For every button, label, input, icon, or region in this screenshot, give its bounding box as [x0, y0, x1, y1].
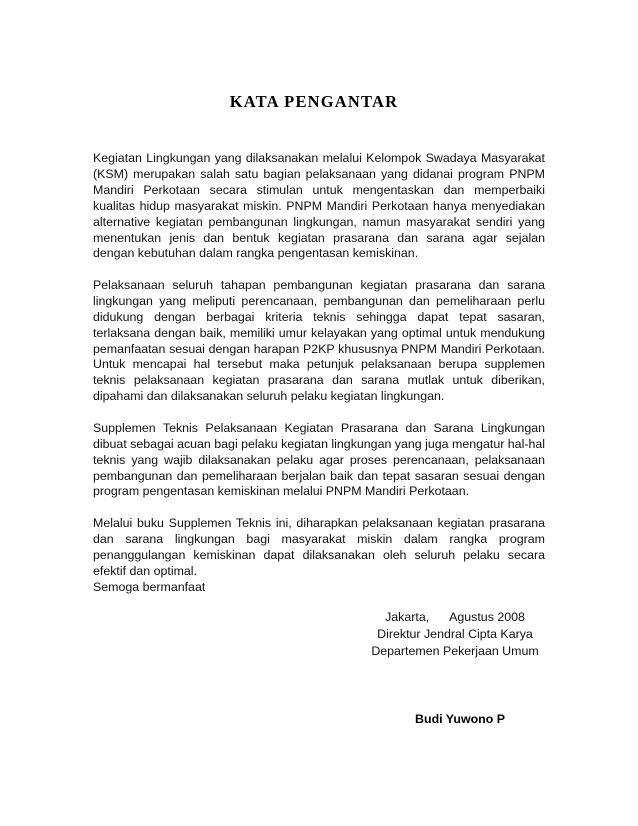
page-title: KATA PENGANTAR [229, 92, 399, 111]
closing-line: Semoga bermanfaat [93, 580, 206, 594]
paragraph-1: Kegiatan Lingkungan yang dilaksanakan melalui Kelompok Swadaya Masyarakat (KSM) merupakan salah satu bagian pelaksanaan yang didanai program PNPM Mandiri Perkotaan secara stimulan untuk mengentaskan dan memperbaiki kualitas hidup masyarakat miskin. PNPM Mandiri Perkotaan hanya menyediakan alternative kegiatan pembangunan lingkungan, namun masyarakat sendiri yang menentukan jenis dan bentuk kegiatan prasarana dan sarana agar sejalan dengan kebutuhan dalam rangka pengentasan kemiskinan. [93, 151, 545, 261]
signature-position: Direktur Jendral Cipta Karya [377, 627, 533, 641]
paragraph-4: Melalui buku Supplemen Teknis ini, diharapkan pelaksanaan kegiatan prasarana dan sarana lingkungan bagi masyarakat miskin dalam rangka program penanggulangan kemiskinan dapat dilaksanakan oleh seluruh pelaku secara efektif dan optimal. [93, 515, 545, 578]
paragraph-2: Pelaksanaan seluruh tahapan pembangunan kegiatan prasarana dan sarana lingkungan yang meliputi perencanaan, pembangunan dan pemeliharaan perlu didukung dengan berbagai kriteria teknis sehingga dapat tepat sasaran, terlaksana dengan baik, memiliki umur kelayakan yang optimal untuk mendukung pemanfaatan sesuai dengan harapan P2KP khususnya PNPM Mandiri Perkotaan. Untuk mencapai hal tersebut maka petunjuk pelaksanaan berupa supplemen teknis pelaksanaan kegiatan prasarana dan sarana mutlak untuk diberikan, dipahami dan dilaksanakan seluruh pelaku kegiatan lingkungan. [93, 277, 545, 404]
body-text [93, 151, 545, 595]
signature-department: Departemen Pekerjaan Umum [371, 644, 539, 658]
signature-place-date: Jakarta, Agustus 2008 [385, 610, 525, 624]
paragraph-3: Supplemen Teknis Pelaksanaan Kegiatan Prasarana dan Sarana Lingkungan dibuat sebagai acuan bagi pelaku kegiatan lingkungan yang juga mengatur hal-hal teknis yang wajib dilaksanakan pelaku agar proses perencanaan, pelaksanaan pembangunan dan pemeliharaan berjalan baik dan tepat sasaran sesuai dengan program pengentasan kemiskinan melalui PNPM Mandiri Perkotaan. [93, 420, 545, 499]
signer-name: Budi Yuwono P [415, 712, 505, 726]
signature-block [350, 609, 560, 660]
